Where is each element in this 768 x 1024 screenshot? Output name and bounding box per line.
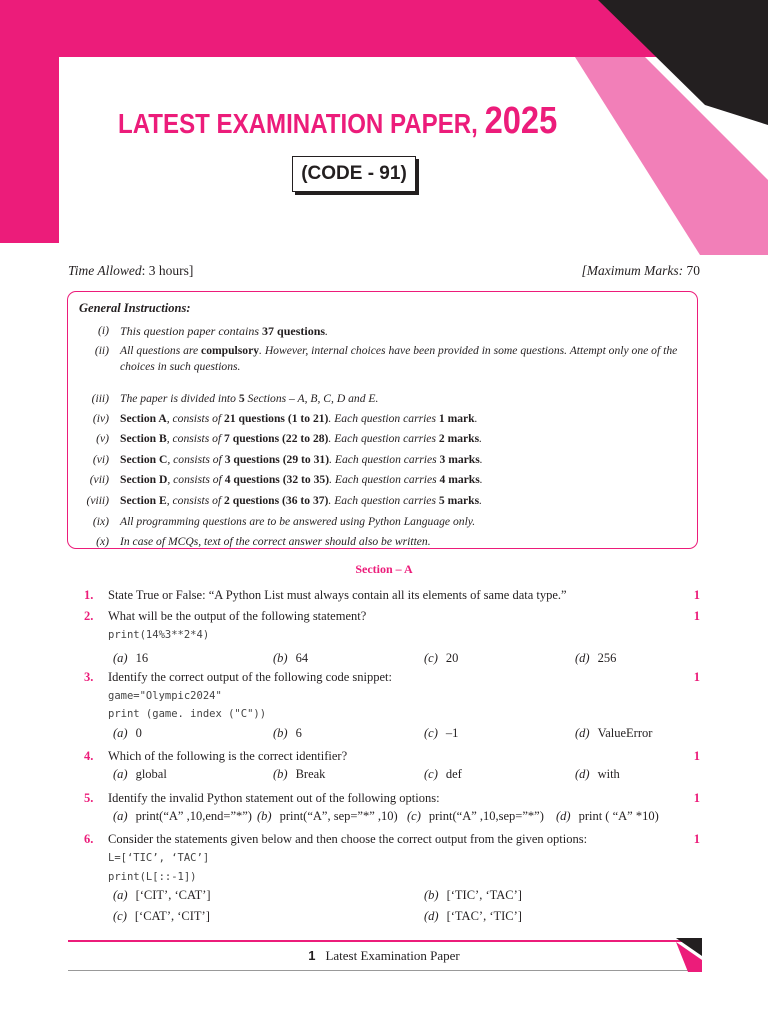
option-label: (b) <box>424 888 439 902</box>
question-marks: 1 <box>693 588 700 602</box>
answer-option <box>273 651 308 666</box>
section-heading: Section – A <box>355 562 413 576</box>
question-marks: 1 <box>693 609 700 623</box>
answer-option <box>273 726 302 741</box>
option-text: 256 <box>597 651 617 665</box>
option-label: (c) <box>407 809 421 823</box>
marks-value: 70 <box>683 263 700 278</box>
time-allowed <box>68 263 193 279</box>
question-text: Consider the statements given below and then choose the correct output from the given options: <box>108 832 588 846</box>
paper-code-box: (CODE - 91) <box>292 156 416 192</box>
code-line: print(L[::-1]) <box>108 871 197 883</box>
option-text: with <box>597 767 620 781</box>
question-number: 5. <box>84 791 94 805</box>
instruction-number: (viii) <box>86 494 109 507</box>
instruction-text: Section B, consists of 7 questions (22 to 28). Each question carries 2 marks. <box>120 432 483 445</box>
answer-option <box>113 809 252 824</box>
instruction-number: (ix) <box>92 515 109 528</box>
question-text: Identify the invalid Python statement out of the following options: <box>108 791 440 805</box>
page-title <box>118 100 557 143</box>
answer-option <box>257 809 398 824</box>
answer-option <box>113 909 210 924</box>
instruction-text: Section E, consists of 2 questions (36 to 37). Each question carries 5 marks. <box>120 494 483 507</box>
option-label: (b) <box>273 726 288 740</box>
option-text: print(“A” ,10,sep=”*”) <box>428 809 544 823</box>
option-text: print(“A” ,10,end=”*”) <box>135 809 252 823</box>
option-label: (a) <box>113 726 128 740</box>
answer-option <box>424 909 522 924</box>
option-text: print(“A”, sep=”*” ,10) <box>279 809 398 823</box>
option-label: (a) <box>113 651 128 665</box>
instructions-title: General Instructions: <box>79 301 191 315</box>
answer-option <box>424 726 458 741</box>
code-line: L=[‘TIC’, ‘TAC’] <box>108 852 210 864</box>
instruction-number: (v) <box>96 432 109 445</box>
answer-option <box>407 809 544 824</box>
answer-option <box>273 767 325 782</box>
answer-option <box>113 651 148 666</box>
question-text: Which of the following is the correct identifier? <box>108 749 348 763</box>
answer-option <box>575 767 620 782</box>
option-label: (d) <box>556 809 571 823</box>
instruction-text: All programming questions are to be answered using Python Language only. <box>120 515 476 528</box>
option-text: Break <box>295 767 326 781</box>
option-label: (c) <box>424 651 438 665</box>
question-marks: 1 <box>693 791 700 805</box>
question-text: What will be the output of the following statement? <box>108 609 367 623</box>
option-text: [‘TAC’, ‘TIC’] <box>446 909 522 923</box>
title-text: LATEST EXAMINATION PAPER, <box>118 108 478 139</box>
question-marks: 1 <box>693 832 700 846</box>
marks-label: [Maximum Marks: <box>581 263 684 278</box>
instruction-text: All questions are compulsory. However, internal choices have been provided in some questions. Attempt only one of the choices in such questions. <box>120 344 678 373</box>
time-label: Time Allowed <box>68 263 142 278</box>
option-text: def <box>445 767 462 781</box>
code-line: print (game. index ("C")) <box>108 708 267 720</box>
instruction-text: Section A, consists of 21 questions (1 to 21). Each question carries 1 mark. <box>120 412 478 425</box>
option-text: 16 <box>135 651 149 665</box>
option-text: 64 <box>295 651 309 665</box>
option-text: 0 <box>135 726 142 740</box>
time-value: : 3 hours] <box>141 263 194 278</box>
option-label: (b) <box>273 651 288 665</box>
page-number: 1 <box>308 948 316 963</box>
instruction-text: Section C, consists of 3 questions (29 to 31). Each question carries 3 marks. <box>120 453 483 466</box>
instruction-number: (x) <box>96 535 109 548</box>
option-label: (a) <box>113 767 128 781</box>
option-label: (a) <box>113 888 128 902</box>
option-label: (d) <box>575 767 590 781</box>
instruction-text: This question paper contains 37 questions. <box>120 324 329 338</box>
instruction-text: The paper is divided into 5 Sections – A, B, C, D and E. <box>120 392 379 405</box>
question-text: State True or False: “A Python List must always contain all its elements of same data type.” <box>108 588 567 602</box>
question-number: 2. <box>84 609 94 623</box>
option-label: (d) <box>575 726 590 740</box>
question-number: 1. <box>84 588 94 602</box>
option-label: (c) <box>113 909 127 923</box>
footer-corner-decoration <box>676 938 702 974</box>
answer-option <box>113 726 142 741</box>
question-number: 4. <box>84 749 94 763</box>
question-marks: 1 <box>693 749 700 763</box>
option-text: [‘CIT’, ‘CAT’] <box>135 888 211 902</box>
footer-rule <box>68 940 700 942</box>
option-text: 6 <box>295 726 302 740</box>
code-line: game="Olympic2024" <box>108 690 222 702</box>
answer-option <box>113 767 167 782</box>
instruction-number: (iii) <box>91 392 109 405</box>
answer-option <box>424 888 522 903</box>
instruction-text: In case of MCQs, text of the correct answer should also be written. <box>120 535 431 548</box>
instruction-number: (vi) <box>92 453 109 466</box>
answer-option <box>556 809 659 824</box>
option-text: –1 <box>445 726 459 740</box>
option-label: (d) <box>575 651 590 665</box>
option-text: global <box>135 767 167 781</box>
option-label: (c) <box>424 767 438 781</box>
option-text: [‘TIC’, ‘TAC’] <box>446 888 522 902</box>
option-label: (d) <box>424 909 439 923</box>
option-label: (b) <box>273 767 288 781</box>
instruction-number: (i) <box>98 324 109 337</box>
answer-option <box>575 651 616 666</box>
instruction-text: Section D, consists of 4 questions (32 to 35). Each question carries 4 marks. <box>120 473 483 486</box>
option-label: (c) <box>424 726 438 740</box>
answer-option <box>424 651 458 666</box>
maximum-marks <box>582 263 700 279</box>
option-text: ValueError <box>597 726 653 740</box>
question-number: 6. <box>84 832 94 846</box>
answer-option <box>113 888 211 903</box>
footer-rule-bottom <box>68 970 700 971</box>
option-text: [‘CAT’, ‘CIT’] <box>134 909 210 923</box>
option-label: (b) <box>257 809 272 823</box>
page-footer <box>0 948 768 964</box>
option-label: (a) <box>113 809 128 823</box>
footer-label: Latest Examination Paper <box>325 948 460 963</box>
code-line: print(14%3**2*4) <box>108 629 210 641</box>
option-text: 20 <box>445 651 459 665</box>
instruction-number: (ii) <box>94 344 109 357</box>
general-instructions-box <box>67 291 698 549</box>
answer-option <box>424 767 462 782</box>
question-text: Identify the correct output of the following code snippet: <box>108 670 392 684</box>
instruction-number: (vii) <box>89 473 109 486</box>
title-year: 2025 <box>484 100 558 142</box>
question-marks: 1 <box>693 670 700 684</box>
question-number: 3. <box>84 670 94 684</box>
instruction-number: (iv) <box>92 412 109 425</box>
option-text: print ( “A” *10) <box>578 809 659 823</box>
answer-option <box>575 726 652 741</box>
